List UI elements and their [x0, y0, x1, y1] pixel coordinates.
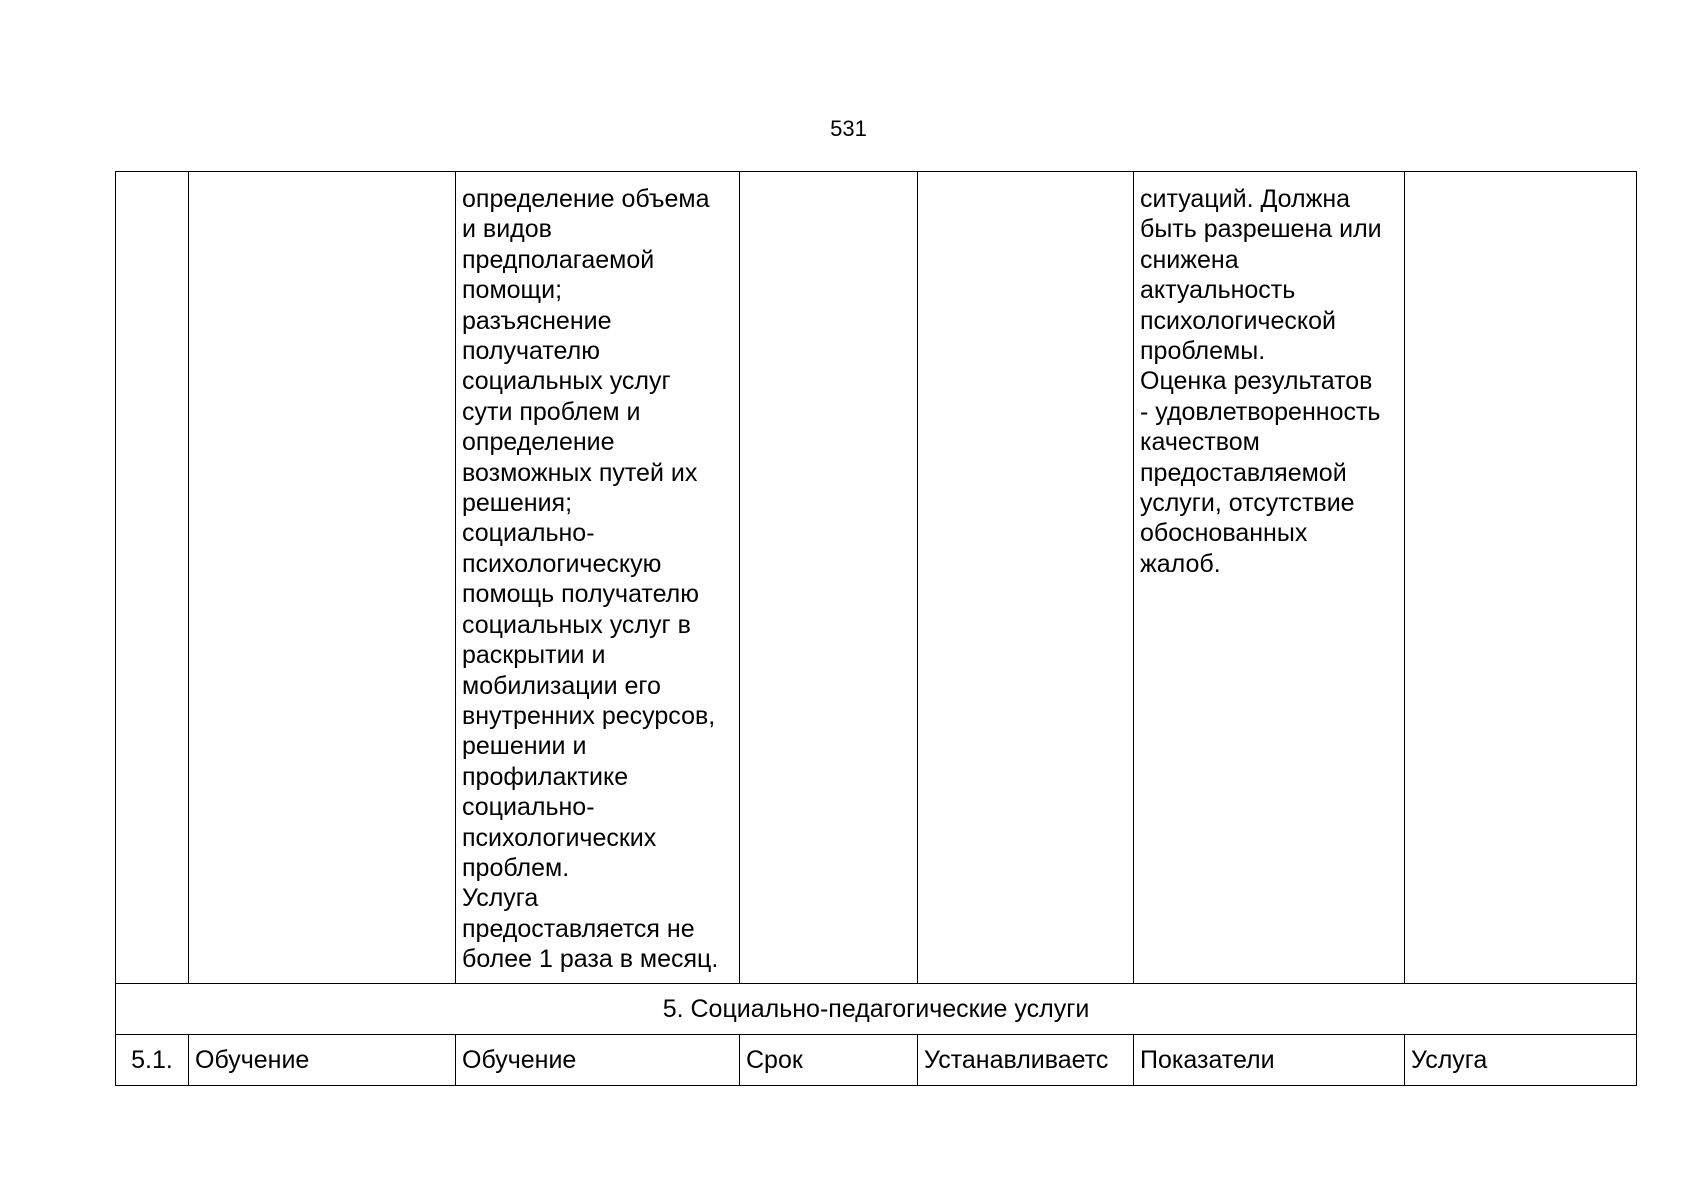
services-table	[115, 171, 1637, 1086]
item-number: 5.1.	[116, 1034, 189, 1085]
item-conditions: Услуга	[1405, 1034, 1637, 1085]
cell-norm	[918, 172, 1134, 984]
cell-quality-indicators: ситуаций. Должна быть разрешена или снижена актуальность психологической проблемы. Оценка результатов - удовлетворенность качеством предоставляемой услуги, отсутствие обоснованных жалоб.	[1134, 172, 1405, 984]
cell-service-description: определение объема и видов предполагаемой помощи; разъяснение получателю социальных услуг сути проблем и определение возможных путей их решения; социально- психологическую помощь получателю социальных услуг в раскрытии и мобилизации его внутренних ресурсов, решении и профилактике социально- психологических проблем. Услуга предоставляется не более 1 раза в месяц.	[456, 172, 740, 984]
cell-number	[116, 172, 189, 984]
cell-service-name	[189, 172, 456, 984]
cell-conditions	[1405, 172, 1637, 984]
table-row-section-heading	[116, 983, 1637, 1034]
item-indicators: Показатели	[1134, 1034, 1405, 1085]
table-row-continuation	[116, 172, 1637, 984]
page-number: 531	[830, 116, 867, 141]
table-row-item	[116, 1034, 1637, 1085]
item-name: Обучение	[189, 1034, 456, 1085]
cell-term	[740, 172, 918, 984]
item-term: Срок	[740, 1034, 918, 1085]
section-heading: 5. Социально-педагогические услуги	[116, 983, 1637, 1034]
item-norm: Устанавливаетс	[918, 1034, 1134, 1085]
item-content: Обучение	[456, 1034, 740, 1085]
